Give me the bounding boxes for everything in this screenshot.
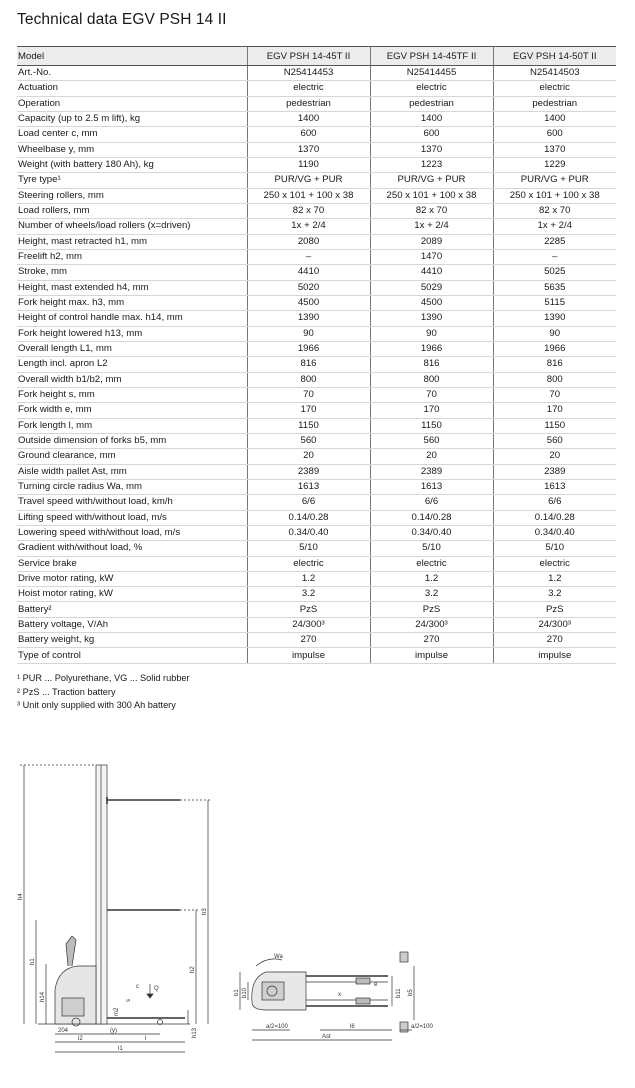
row-value: 2389: [247, 464, 370, 479]
row-value: electric: [247, 81, 370, 96]
row-label: Overall length L1, mm: [17, 341, 247, 356]
row-value: 1390: [493, 311, 616, 326]
row-value: 2089: [370, 234, 493, 249]
row-value: 24/300³: [247, 617, 370, 632]
row-value: 1400: [370, 111, 493, 126]
table-row: [17, 96, 616, 111]
row-value: electric: [370, 556, 493, 571]
table-row: [17, 510, 616, 525]
row-value: 0.34/0.40: [370, 525, 493, 540]
row-value: PUR/VG + PUR: [247, 173, 370, 188]
row-label: Turning circle radius Wa, mm: [17, 479, 247, 494]
row-label: Operation: [17, 96, 247, 111]
row-value: 6/6: [247, 495, 370, 510]
column-header-model-2: EGV PSH 14-45TF II: [370, 47, 493, 66]
row-label: Height of control handle max. h14, mm: [17, 311, 247, 326]
row-value: 0.14/0.28: [247, 510, 370, 525]
row-label: Wheelbase y, mm: [17, 142, 247, 157]
row-value: electric: [493, 556, 616, 571]
row-value: 1223: [370, 157, 493, 172]
table-row: [17, 602, 616, 617]
table-row: [17, 403, 616, 418]
row-value: 0.34/0.40: [247, 525, 370, 540]
row-value: 170: [493, 403, 616, 418]
label-204: 204: [58, 1028, 69, 1034]
table-row: [17, 280, 616, 295]
table-row: [17, 249, 616, 264]
row-value: 1150: [247, 418, 370, 433]
label-a2-left: a/2=100: [266, 1024, 288, 1030]
row-value: 1.2: [370, 571, 493, 586]
row-value: PzS: [370, 602, 493, 617]
row-value: 90: [493, 326, 616, 341]
table-header-row: [17, 47, 616, 66]
row-value: 1966: [493, 341, 616, 356]
row-value: 3.2: [370, 587, 493, 602]
row-value: 250 x 101 + 100 x 38: [370, 188, 493, 203]
table-row: [17, 372, 616, 387]
row-value: 0.14/0.28: [370, 510, 493, 525]
table-row: [17, 556, 616, 571]
label-c: c: [136, 984, 139, 990]
row-value: 20: [370, 449, 493, 464]
table-row: [17, 127, 616, 142]
row-value: 800: [493, 372, 616, 387]
table-row: [17, 525, 616, 540]
row-label: Number of wheels/load rollers (x=driven): [17, 219, 247, 234]
row-value: 1470: [370, 249, 493, 264]
table-row: [17, 433, 616, 448]
label-b5: b5: [408, 989, 414, 996]
row-label: Fork height s, mm: [17, 387, 247, 402]
row-label: Lowering speed with/without load, m/s: [17, 525, 247, 540]
row-value: 1150: [370, 418, 493, 433]
row-value: pedestrian: [370, 96, 493, 111]
row-label: Drive motor rating, kW: [17, 571, 247, 586]
row-value: 250 x 101 + 100 x 38: [247, 188, 370, 203]
row-value: 270: [493, 633, 616, 648]
table-row: [17, 341, 616, 356]
row-value: 24/300³: [370, 617, 493, 632]
table-row: [17, 311, 616, 326]
table-row: [17, 617, 616, 632]
row-value: PUR/VG + PUR: [493, 173, 616, 188]
row-value: 0.34/0.40: [493, 525, 616, 540]
table-row: [17, 633, 616, 648]
row-label: Battery weight, kg: [17, 633, 247, 648]
table-row: [17, 464, 616, 479]
row-value: 800: [247, 372, 370, 387]
row-value: 70: [493, 387, 616, 402]
row-value: PzS: [247, 602, 370, 617]
row-value: PUR/VG + PUR: [370, 173, 493, 188]
row-value: electric: [370, 81, 493, 96]
label-l: l: [145, 1036, 147, 1042]
row-label: Stroke, mm: [17, 265, 247, 280]
row-value: pedestrian: [493, 96, 616, 111]
table-row: [17, 587, 616, 602]
row-value: 0.14/0.28: [493, 510, 616, 525]
row-value: 1400: [247, 111, 370, 126]
row-value: 2389: [370, 464, 493, 479]
row-value: 1966: [247, 341, 370, 356]
row-value: 1190: [247, 157, 370, 172]
row-label: Fork width e, mm: [17, 403, 247, 418]
row-value: 5025: [493, 265, 616, 280]
row-value: 1390: [247, 311, 370, 326]
row-value: 1613: [247, 479, 370, 494]
row-value: 1229: [493, 157, 616, 172]
column-header-model-1: EGV PSH 14-45T II: [247, 47, 370, 66]
label-h1: h1: [30, 958, 36, 965]
label-b11: b11: [396, 988, 402, 998]
row-value: 800: [370, 372, 493, 387]
row-value: 816: [370, 357, 493, 372]
label-b1: b1: [234, 989, 240, 996]
row-value: –: [493, 249, 616, 264]
row-value: electric: [247, 556, 370, 571]
row-label: Fork length l, mm: [17, 418, 247, 433]
label-b10: b10: [242, 987, 248, 998]
table-row: [17, 157, 616, 172]
row-value: 250 x 101 + 100 x 38: [493, 188, 616, 203]
row-value: 20: [493, 449, 616, 464]
table-row: [17, 357, 616, 372]
row-value: electric: [493, 81, 616, 96]
row-label: Actuation: [17, 81, 247, 96]
row-value: 1.2: [493, 571, 616, 586]
row-value: 170: [370, 403, 493, 418]
row-label: Travel speed with/without load, km/h: [17, 495, 247, 510]
row-value: 1966: [370, 341, 493, 356]
dimension-drawings: [0, 740, 635, 1088]
footnote-3: ³ Unit only supplied with 300 Ah battery: [17, 700, 176, 711]
row-value: 90: [247, 326, 370, 341]
column-header-model-3: EGV PSH 14-50T II: [493, 47, 616, 66]
label-h2: h2: [190, 966, 196, 973]
row-value: 1x + 2/4: [247, 219, 370, 234]
row-value: 6/6: [370, 495, 493, 510]
footnote-1: ¹ PUR ... Polyurethane, VG ... Solid rubber: [17, 673, 190, 683]
row-value: 4500: [370, 295, 493, 310]
table-row: [17, 418, 616, 433]
row-value: 560: [493, 433, 616, 448]
table-row: [17, 295, 616, 310]
row-label: Freelift h2, mm: [17, 249, 247, 264]
table-row: [17, 449, 616, 464]
row-value: 5/10: [370, 541, 493, 556]
row-value: 24/300³: [493, 617, 616, 632]
row-value: 600: [247, 127, 370, 142]
label-l1: l1: [118, 1046, 123, 1052]
row-value: 1150: [493, 418, 616, 433]
row-label: Outside dimension of forks b5, mm: [17, 433, 247, 448]
row-value: 82 x 70: [247, 203, 370, 218]
row-value: 1390: [370, 311, 493, 326]
label-a2-right: a/2=100: [411, 1024, 433, 1030]
row-value: 270: [247, 633, 370, 648]
label-h4: h4: [18, 893, 24, 900]
row-label: Battery voltage, V/Ah: [17, 617, 247, 632]
row-value: 1613: [370, 479, 493, 494]
table-row: [17, 234, 616, 249]
row-value: 1613: [493, 479, 616, 494]
label-l6: l6: [350, 1024, 355, 1030]
table-row: [17, 479, 616, 494]
label-h3: h3: [202, 908, 208, 915]
table-row: [17, 66, 616, 81]
table-row: [17, 203, 616, 218]
spec-table: [17, 46, 616, 664]
row-value: 3.2: [247, 587, 370, 602]
row-label: Lifting speed with/without load, m/s: [17, 510, 247, 525]
row-label: Weight (with battery 180 Ah), kg: [17, 157, 247, 172]
row-value: 1.2: [247, 571, 370, 586]
row-value: 5115: [493, 295, 616, 310]
row-label: Fork height max. h3, mm: [17, 295, 247, 310]
row-label: Service brake: [17, 556, 247, 571]
row-value: 5/10: [247, 541, 370, 556]
label-m2: m2: [114, 1007, 120, 1016]
row-value: 4410: [370, 265, 493, 280]
row-label: Overall width b1/b2, mm: [17, 372, 247, 387]
label-Wa: Wa: [274, 954, 283, 960]
label-s: s: [126, 999, 132, 1002]
table-row: [17, 571, 616, 586]
table-row: [17, 81, 616, 96]
table-row: [17, 495, 616, 510]
row-value: –: [247, 249, 370, 264]
row-label: Tyre type¹: [17, 173, 247, 188]
label-x: x: [338, 992, 341, 998]
label-l2: l2: [78, 1036, 83, 1042]
footnotes: [17, 672, 190, 713]
row-value: 20: [247, 449, 370, 464]
row-label: Height, mast extended h4, mm: [17, 280, 247, 295]
row-value: 600: [493, 127, 616, 142]
row-value: 600: [370, 127, 493, 142]
row-value: 816: [493, 357, 616, 372]
label-Ast: Ast: [322, 1034, 331, 1040]
row-label: Type of control: [17, 648, 247, 663]
row-value: 1370: [247, 142, 370, 157]
table-row: [17, 219, 616, 234]
label-y: (y): [110, 1028, 117, 1034]
row-label: Capacity (up to 2.5 m lift), kg: [17, 111, 247, 126]
row-value: 4500: [247, 295, 370, 310]
row-value: 3.2: [493, 587, 616, 602]
footnote-2: ² PzS ... Traction battery: [17, 686, 116, 697]
row-value: 5635: [493, 280, 616, 295]
row-label: Hoist motor rating, kW: [17, 587, 247, 602]
row-label: Battery²: [17, 602, 247, 617]
row-label: Aisle width pallet Ast, mm: [17, 464, 247, 479]
row-value: impulse: [370, 648, 493, 663]
row-value: impulse: [247, 648, 370, 663]
row-label: Gradient with/without load, %: [17, 541, 247, 556]
label-e: e: [374, 982, 378, 988]
table-row: [17, 541, 616, 556]
row-value: N25414455: [370, 66, 493, 81]
row-label: Height, mast retracted h1, mm: [17, 234, 247, 249]
row-label: Ground clearance, mm: [17, 449, 247, 464]
row-value: 82 x 70: [370, 203, 493, 218]
row-value: 70: [370, 387, 493, 402]
row-value: 1370: [370, 142, 493, 157]
row-value: 90: [370, 326, 493, 341]
row-value: 1x + 2/4: [493, 219, 616, 234]
row-value: 1400: [493, 111, 616, 126]
row-value: impulse: [493, 648, 616, 663]
page-title: Technical data EGV PSH 14 II: [17, 11, 227, 28]
row-value: 1x + 2/4: [370, 219, 493, 234]
row-value: 82 x 70: [493, 203, 616, 218]
row-value: 70: [247, 387, 370, 402]
row-value: 1370: [493, 142, 616, 157]
table-row: [17, 648, 616, 663]
label-h13: h13: [192, 1027, 198, 1038]
table-row: [17, 173, 616, 188]
row-value: 2080: [247, 234, 370, 249]
row-value: 816: [247, 357, 370, 372]
row-value: PzS: [493, 602, 616, 617]
row-value: 2285: [493, 234, 616, 249]
table-row: [17, 142, 616, 157]
column-header-model: Model: [17, 47, 247, 66]
table-row: [17, 326, 616, 341]
side-view-labels: [18, 893, 208, 1052]
label-Q: Q: [154, 986, 159, 992]
row-value: pedestrian: [247, 96, 370, 111]
row-value: 5/10: [493, 541, 616, 556]
row-label: Load rollers, mm: [17, 203, 247, 218]
row-value: 270: [370, 633, 493, 648]
row-label: Steering rollers, mm: [17, 188, 247, 203]
row-value: 4410: [247, 265, 370, 280]
row-value: 560: [370, 433, 493, 448]
row-value: 560: [247, 433, 370, 448]
table-row: [17, 265, 616, 280]
row-value: N25414453: [247, 66, 370, 81]
row-value: 170: [247, 403, 370, 418]
row-value: 5020: [247, 280, 370, 295]
table-row: [17, 387, 616, 402]
row-value: 5029: [370, 280, 493, 295]
row-value: 2389: [493, 464, 616, 479]
table-row: [17, 111, 616, 126]
row-value: N25414503: [493, 66, 616, 81]
row-label: Fork height lowered h13, mm: [17, 326, 247, 341]
row-label: Load center c, mm: [17, 127, 247, 142]
table-row: [17, 188, 616, 203]
row-value: 6/6: [493, 495, 616, 510]
row-label: Length incl. apron L2: [17, 357, 247, 372]
row-label: Art.-No.: [17, 66, 247, 81]
label-h14: h14: [40, 991, 46, 1002]
